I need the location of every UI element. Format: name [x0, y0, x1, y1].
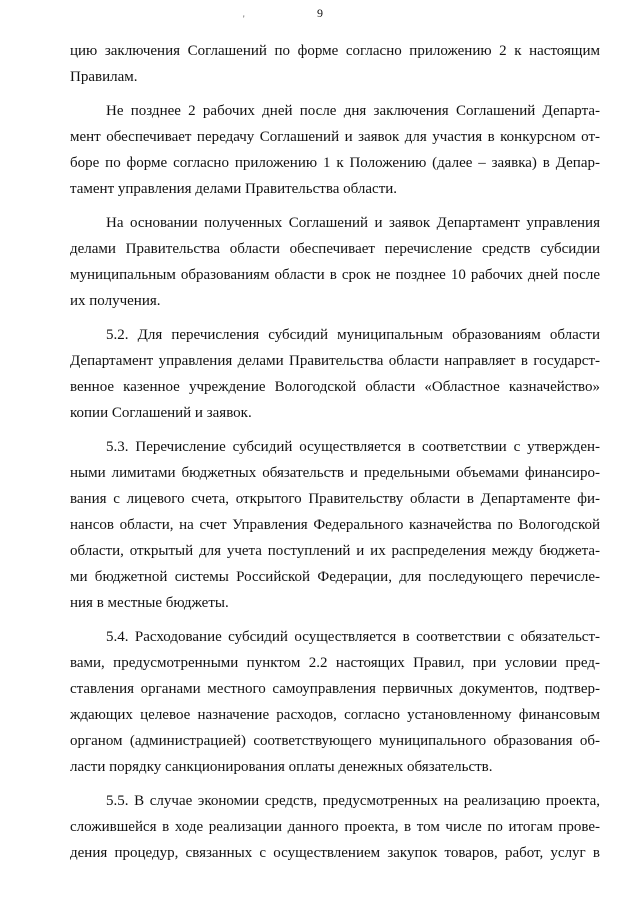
text-line: органом (администрацией) соответствующего муниципального образования об-	[70, 733, 600, 749]
text-line: делами Правительства области обеспечивает перечисление средств субсидии	[70, 241, 600, 257]
text-line: вания с лицевого счета, открытого Правительству области в Департаменте фи-	[70, 491, 600, 507]
text-line: муниципальным образованиям области в срок не позднее 10 рабочих дней после	[70, 267, 600, 283]
paragraph	[70, 624, 600, 780]
paragraph-gap	[70, 202, 600, 210]
text-line: 5.5. В случае экономии средств, предусмотренных на реализацию проекта,	[106, 793, 600, 809]
text-line: дения процедур, связанных с осуществлением закупок товаров, работ, услуг в	[70, 845, 600, 861]
text-line: мент обеспечивает передачу Соглашений и заявок для участия в конкурсном от-	[70, 129, 600, 145]
paragraph	[70, 210, 600, 314]
text-line: 5.3. Перечисление субсидий осуществляется в соответствии с утвержден-	[106, 439, 600, 455]
paragraph-gap	[70, 780, 600, 788]
text-line: 5.4. Расходование субсидий осуществляется в соответствии с обязательст-	[106, 629, 600, 645]
paragraph	[70, 434, 600, 616]
paragraph-gap	[70, 314, 600, 322]
page-number: 9	[317, 6, 323, 20]
text-line: области, открытый для учета поступлений и их распределения между бюджета-	[70, 543, 600, 559]
text-line: венное казенное учреждение Вологодской области «Областное казначейство»	[70, 379, 600, 395]
paragraph-gap	[70, 426, 600, 434]
text-line: На основании полученных Соглашений и заявок Департамент управления	[106, 215, 600, 231]
text-line: Правилам.	[70, 69, 138, 85]
paragraph-gap	[70, 616, 600, 624]
text-line: цию заключения Соглашений по форме согласно приложению 2 к настоящим	[70, 43, 600, 59]
text-line: нансов области, на счет Управления Федерального казначейства по Вологодской	[70, 517, 600, 533]
stray-mark: '	[243, 14, 245, 24]
text-line: ными лимитами бюджетных обязательств и предельными объемами финансиро-	[70, 465, 600, 481]
text-line: ми бюджетной системы Российской Федерации, для последующего перечисле-	[70, 569, 600, 585]
text-line: тамент управления делами Правительства области.	[70, 181, 398, 197]
paragraph	[70, 38, 600, 90]
text-line: Не позднее 2 рабочих дней после дня заключения Соглашений Департа-	[106, 103, 600, 119]
text-line: боре по форме согласно приложению 1 к Положению (далее – заявка) в Депар-	[70, 155, 600, 171]
text-line: 5.2. Для перечисления субсидий муниципальным образованиям области	[106, 327, 600, 343]
text-line: ставления органами местного самоуправления первичных документов, подтвер-	[70, 681, 600, 697]
text-line: ждающих целевое назначение расходов, согласно установленному финансовым	[70, 707, 600, 723]
paragraph-gap	[70, 90, 600, 98]
text-line: вами, предусмотренными пунктом 2.2 настоящих Правил, при условии пред-	[70, 655, 600, 671]
text-line: ласти порядку санкционирования оплаты денежных обязательств.	[70, 759, 493, 775]
document-body	[70, 38, 600, 866]
text-line: Департамент управления делами Правительства области направляет в государст-	[70, 353, 600, 369]
paragraph	[70, 98, 600, 202]
paragraph	[70, 322, 600, 426]
paragraph	[70, 788, 600, 866]
text-line: копии Соглашений и заявок.	[70, 405, 252, 421]
text-line: сложившейся в ходе реализации данного проекта, в том числе по итогам прове-	[70, 819, 600, 835]
text-line: ния в местные бюджеты.	[70, 595, 229, 611]
text-line: их получения.	[70, 293, 161, 309]
